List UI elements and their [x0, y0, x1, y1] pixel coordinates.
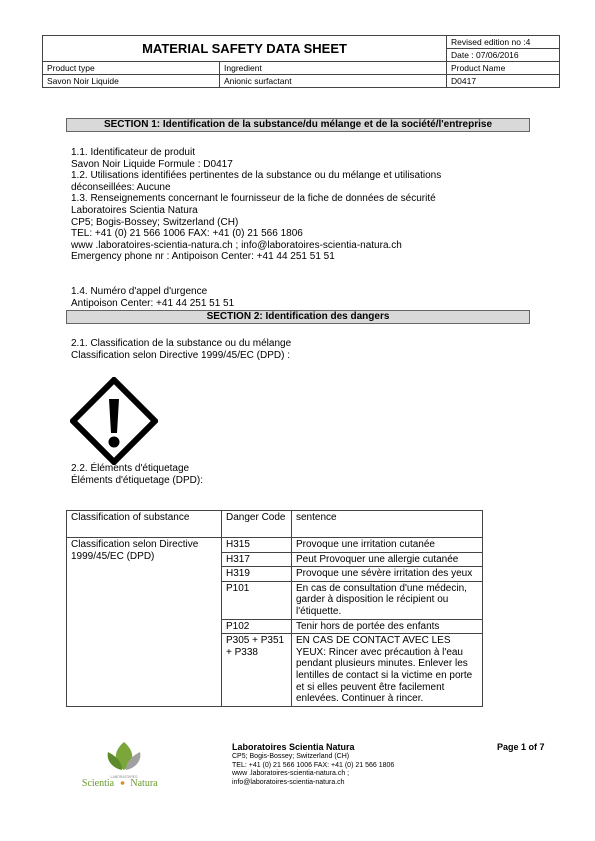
section1-title: SECTION 1: Identification de la substance/du mélange et de la société/l'entreprise: [66, 118, 530, 132]
footer-company-info: [232, 742, 394, 787]
footer-line: www .laboratoires-scientia-natura.ch ;: [232, 770, 350, 778]
danger-sentence: Peut Provoquer une allergie cutanée: [292, 552, 483, 567]
section2-line: 2.1. Classification de la substance ou du mélange: [71, 338, 292, 349]
header-table: [42, 35, 560, 88]
classification-header: Classification of substance: [67, 511, 222, 538]
danger-code-header: Danger Code: [222, 511, 292, 538]
section2-classification: [71, 338, 291, 361]
danger-code: H315: [222, 538, 292, 553]
classification-table: [66, 510, 483, 707]
footer-line: TEL: +41 (0) 21 566 1006 FAX: +41 (0) 21 566 1806: [232, 761, 395, 769]
revision-date: Date : 07/06/2016: [447, 49, 560, 62]
section1-emergency: [71, 286, 234, 309]
document-title: MATERIAL SAFETY DATA SHEET: [43, 36, 447, 62]
section1-line: 1.1. Identificateur de produit: [71, 147, 195, 158]
danger-sentence: Provoque une sévère irritation des yeux: [292, 567, 483, 582]
section2-line: Éléments d'étiquetage (DPD):: [71, 474, 203, 486]
section1-line: déconseillées: Aucune: [71, 181, 171, 193]
section1-line: 1.3. Renseignements concernant le fournisseur de la fiche de données de sécurité: [71, 193, 436, 205]
revised-edition: Revised edition no :4: [447, 36, 560, 49]
product-name-value: D0417: [447, 75, 560, 88]
logo-word-scientia: Scientia: [81, 778, 115, 789]
danger-code: P101: [222, 581, 292, 619]
section2-line: Classification selon Directive 1999/45/EC (DPD) :: [71, 349, 290, 361]
logo-small-text: LABORATOIRES: [110, 775, 138, 779]
logo-word-natura: Natura: [130, 778, 158, 789]
section1-line: Savon Noir Liquide Formule : D0417: [71, 158, 233, 170]
section2-title: SECTION 2: Identification des dangers: [66, 310, 530, 324]
danger-sentence: Tenir hors de portée des enfants: [292, 619, 483, 634]
danger-code: P305 + P351 + P338: [222, 634, 292, 707]
section1-line: 1.4. Numéro d'appel d'urgence: [71, 286, 208, 297]
scientia-natura-logo: [78, 740, 170, 790]
danger-code: H319: [222, 567, 292, 582]
section1-line: 1.2. Utilisations identifiées pertinentes de la substance ou du mélange et utilisations: [71, 170, 442, 182]
section1-line: www .laboratoires-scientia-natura.ch ; info@laboratoires-scientia-natura.ch: [71, 239, 402, 251]
sentence-header: sentence: [292, 511, 483, 538]
ingredient-value: Anionic surfactant: [220, 75, 447, 88]
section1-line: Laboratoires Scientia Natura: [71, 204, 198, 216]
section2-line: 2.2. Éléments d'étiquetage: [71, 463, 190, 474]
product-name-header: Product Name: [447, 62, 560, 75]
danger-sentence: En cas de consultation d'une médecin, garder à disposition le récipient ou l'étiquette.: [292, 581, 483, 619]
exclamation-mark-hazard-icon: [70, 377, 158, 465]
ingredient-header: Ingredient: [220, 62, 447, 75]
page-number: Page 1 of 7: [497, 742, 545, 752]
danger-code: H317: [222, 552, 292, 567]
footer-line: CP5; Bogis-Bossey; Switzerland (CH): [232, 753, 350, 760]
section1-line: Antipoison Center: +41 44 251 51 51: [71, 297, 235, 309]
product-type-header: Product type: [43, 62, 220, 75]
section1-line: Emergency phone nr : Antipoison Center: +41 44 251 51 51: [71, 251, 335, 263]
footer-company-name: Laboratoires Scientia Natura: [232, 742, 355, 752]
danger-code: P102: [222, 619, 292, 634]
danger-sentence: EN CAS DE CONTACT AVEC LES YEUX: Rincer avec précaution à l'eau pendant plusieurs minutes. Enlever les lentilles de contact si la victime en porte et si elles peuvent être facilement enlevées. Continuer à rincer.: [292, 634, 483, 707]
section1-line: TEL: +41 (0) 21 566 1006 FAX: +41 (0) 21 566 1806: [71, 228, 303, 240]
product-type-value: Savon Noir Liquide: [43, 75, 220, 88]
logo-dot: [121, 781, 125, 785]
footer-line: info@laboratoires-scientia-natura.ch: [232, 778, 345, 786]
danger-sentence: Provoque une irritation cutanée: [292, 538, 483, 553]
section2-labelling: [71, 463, 203, 486]
section1-body: [71, 147, 441, 263]
section1-line: CP5; Bogis-Bossey; Switzerland (CH): [71, 216, 239, 228]
classification-cell: Classification selon Directive 1999/45/EC (DPD): [67, 538, 222, 707]
